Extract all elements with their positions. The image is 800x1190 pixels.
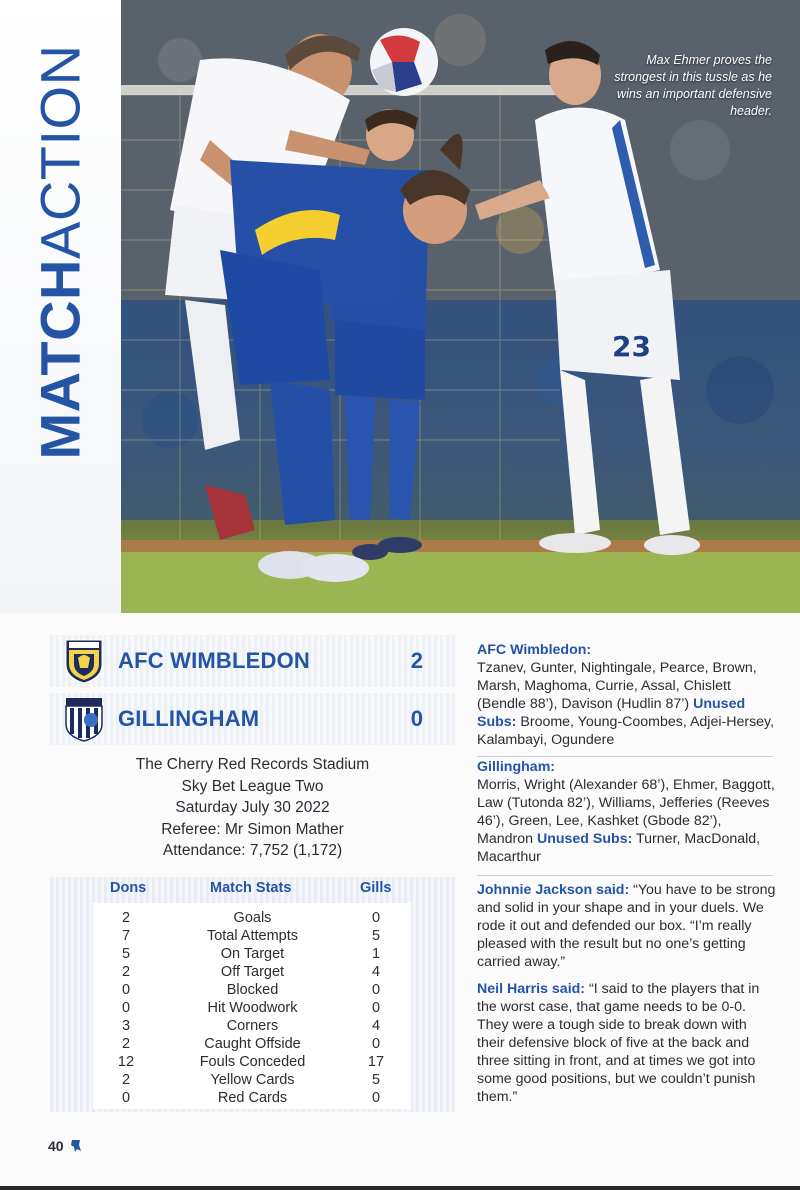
stat-label: Goals — [233, 910, 272, 926]
football — [370, 28, 438, 96]
gillingham-subs-label: Unused Subs: — [536, 831, 633, 847]
wimbledon-subs-label: Unused Subs: — [477, 696, 746, 730]
stat-home-value: 2 — [121, 964, 131, 980]
quote-jackson-text: “You have to be strong and solid in your shape and in your duels. We rode it out and defended our box. “I’m really pleased with the result but no one’s getting carried away.” — [477, 882, 776, 970]
stat-away-value: 0 — [371, 982, 381, 998]
gillingham-players: Morris, Wright (Alexander 68’), Ehmer, Baggott, Law (Tutonda 82’), Williams, Jefferies (Reeves 46’), Green, Lee, Kashket (Gbode 82’), Mandron — [477, 777, 775, 847]
home-team-score: 2 — [410, 648, 423, 673]
gillingham-crest-icon — [64, 696, 104, 742]
divider — [477, 875, 773, 876]
wimbledon-crest-icon — [64, 638, 104, 684]
competition: Sky Bet League Two — [181, 777, 324, 795]
stat-home-value: 2 — [121, 910, 131, 926]
match-stats-table — [50, 877, 455, 1112]
stats-row — [50, 981, 455, 999]
section-title-band — [0, 0, 121, 613]
match-info — [50, 754, 455, 862]
stats-row — [50, 1071, 455, 1089]
stat-label: Red Cards — [217, 1090, 288, 1106]
stat-home-value: 7 — [121, 928, 131, 944]
photo-caption: Max Ehmer proves the strongest in this tussle as he wins an important defensive header. — [614, 53, 772, 118]
referee: Referee: Mr Simon Mather — [161, 820, 344, 838]
away-team-name: GILLINGHAM — [118, 706, 260, 731]
stat-label: Yellow Cards — [210, 1072, 295, 1088]
stat-away-value: 17 — [367, 1054, 385, 1070]
stat-label: Hit Woodwork — [207, 1000, 298, 1016]
page-edge — [0, 1186, 800, 1190]
wimbledon-lineup-heading: AFC Wimbledon: — [477, 642, 592, 658]
stat-label: Off Target — [220, 964, 285, 980]
stat-label: Fouls Conceded — [199, 1054, 306, 1070]
stat-home-value: 2 — [121, 1072, 131, 1088]
stat-away-value: 0 — [371, 1036, 381, 1052]
stats-row — [50, 1035, 455, 1053]
stats-row — [50, 1017, 455, 1035]
wombles-logo-icon — [70, 1139, 82, 1153]
team-row-home — [50, 635, 455, 687]
stat-label: Total Attempts — [206, 928, 299, 944]
shirt-number: 23 — [612, 330, 651, 363]
gillingham-lineup-heading: Gillingham: — [477, 759, 556, 775]
stat-home-value: 12 — [117, 1054, 135, 1070]
divider — [477, 756, 773, 757]
stats-row — [50, 999, 455, 1017]
stats-row — [50, 963, 455, 981]
stat-label: Caught Offside — [204, 1036, 301, 1052]
stats-rows — [50, 909, 455, 1107]
stat-away-value: 0 — [371, 910, 381, 926]
stat-home-value: 0 — [121, 982, 131, 998]
stats-row — [50, 1089, 455, 1107]
stats-header-label: Match Stats — [210, 880, 292, 896]
page-footer — [48, 1138, 82, 1154]
wimbledon-players: Tzanev, Gunter, Nightingale, Pearce, Brown, Marsh, Maghoma, Currie, Assal, Chislett (Bendle 88’), Davison (Hudlin 87’) — [477, 660, 757, 712]
stat-label: Blocked — [226, 982, 279, 998]
stat-away-value: 0 — [371, 1000, 381, 1016]
section-title-light: ACTION — [28, 44, 92, 260]
report-column — [477, 641, 777, 1115]
stat-away-value: 4 — [371, 1018, 381, 1034]
away-team-score: 0 — [410, 706, 423, 731]
page-number: 40 — [48, 1138, 64, 1154]
section-title-bold: MATCH — [28, 259, 92, 460]
gillingham-lineup — [477, 758, 777, 866]
stat-home-value: 5 — [121, 946, 131, 962]
stadium: The Cherry Red Records Stadium — [135, 756, 370, 773]
wimbledon-subs: Broome, Young-Coombes, Adjei-Hersey, Kalambayi, Ogundere — [477, 714, 775, 748]
section-title — [28, 44, 93, 459]
stat-away-value: 1 — [371, 946, 381, 962]
stat-home-value: 0 — [121, 1090, 131, 1106]
home-team-name: AFC WIMBLEDON — [118, 648, 311, 673]
quote-jackson-speaker: Johnnie Jackson said: — [477, 882, 630, 898]
stat-away-value: 4 — [371, 964, 381, 980]
match-date: Saturday July 30 2022 — [175, 799, 330, 816]
quote-harris-text: “I said to the players that in the worst case, that game needs to be 0-0. They were a tough side to break down with their defensive block of five at the back and three sitting in front, and at times we got into some good positions, but we couldn’t punish them.” — [477, 981, 760, 1105]
stat-home-value: 0 — [121, 1000, 131, 1016]
stat-home-value: 2 — [121, 1036, 131, 1052]
gillingham-subs: Turner, MacDonald, Macarthur — [477, 831, 761, 865]
stats-header-home: Dons — [110, 880, 147, 896]
wimbledon-lineup — [477, 641, 777, 749]
stat-label: Corners — [226, 1018, 279, 1034]
stats-header — [50, 880, 455, 900]
quote-harris-speaker: Neil Harris said: — [477, 981, 586, 997]
attendance: Attendance: 7,752 (1,172) — [162, 842, 343, 859]
stats-row — [50, 1053, 455, 1071]
quote-harris — [477, 980, 777, 1106]
team-row-away — [50, 693, 455, 745]
stats-row — [50, 945, 455, 963]
stats-header-away: Gills — [360, 880, 392, 896]
quote-jackson — [477, 881, 777, 971]
stat-away-value: 5 — [371, 1072, 381, 1088]
stats-row — [50, 927, 455, 945]
stat-home-value: 3 — [121, 1018, 131, 1034]
stat-away-value: 5 — [371, 928, 381, 944]
stat-away-value: 0 — [371, 1090, 381, 1106]
stats-row — [50, 909, 455, 927]
stat-label: On Target — [220, 946, 285, 962]
